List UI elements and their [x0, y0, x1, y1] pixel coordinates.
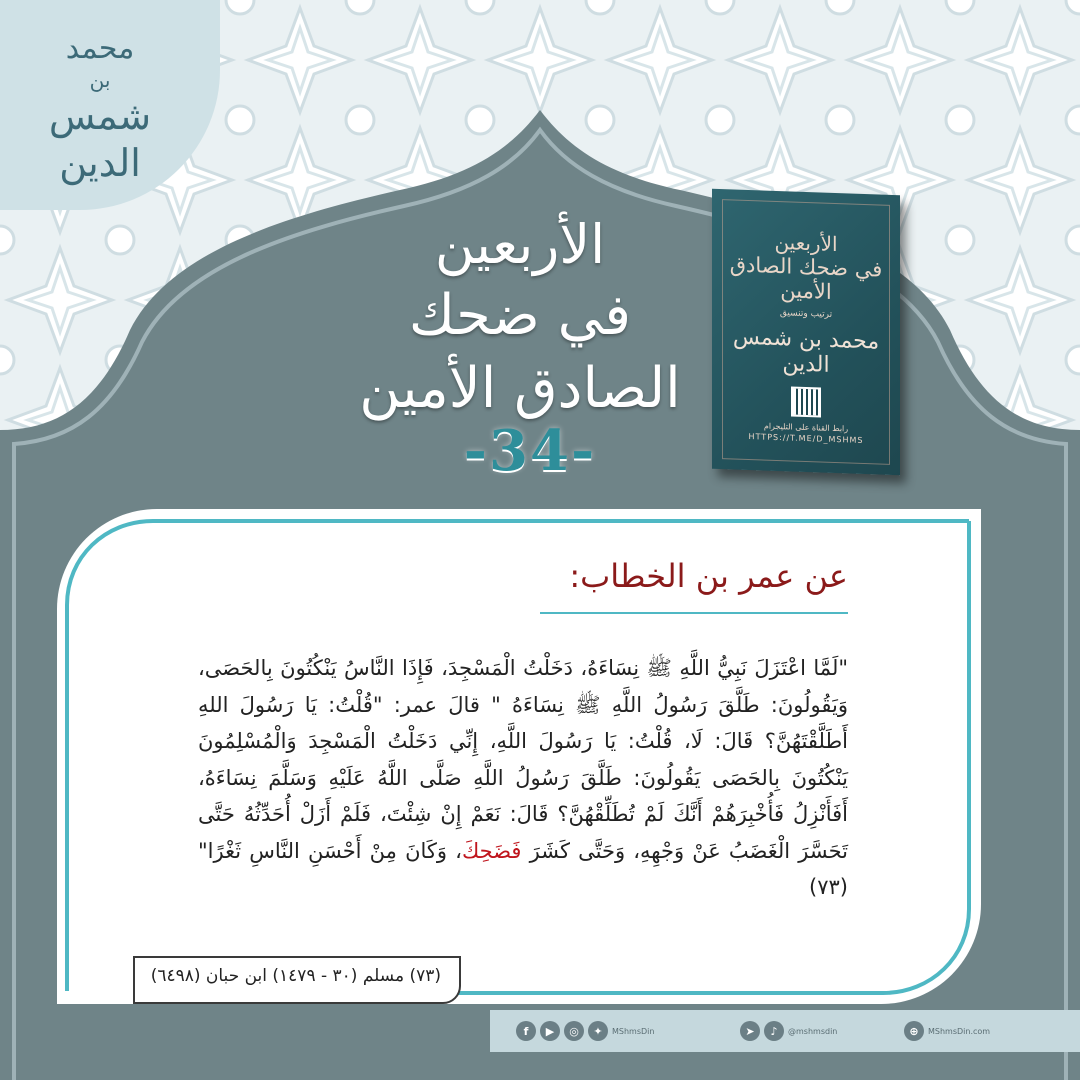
instagram-icon[interactable]: ◎ [564, 1021, 584, 1041]
heading-divider [540, 612, 848, 614]
website-group [904, 1020, 990, 1042]
reference-footnote [133, 956, 461, 1004]
facebook-icon[interactable]: f [516, 1021, 536, 1041]
hadith-text-end: ، وَكَانَ مِنْ أَحْسَنِ النَّاسِ ثَغْرًا"(٧٣) [198, 838, 848, 899]
book-cover-content [722, 199, 890, 465]
page-title [330, 210, 710, 426]
book-author: محمد بن شمس الدين [732, 324, 880, 378]
title-line-1: الأربعين [434, 213, 606, 276]
handle-2[interactable]: @mshmsdin [788, 1026, 838, 1036]
social-group-1 [516, 1020, 654, 1042]
hadith-text-highlight: فَضَحِكَ [461, 838, 522, 863]
logo-line-3: شمس الدين [48, 93, 152, 185]
qr-code-icon [791, 386, 821, 417]
telegram-icon[interactable]: ➤ [740, 1021, 760, 1041]
youtube-icon[interactable]: ▶ [540, 1021, 560, 1041]
book-subtitle: ترتيب وتنسيق [779, 308, 833, 320]
book-title-1: الأربعين [774, 229, 838, 257]
brand-logo [20, 30, 180, 188]
book-url: HTTPS://T.ME/D_MSHMS [748, 431, 864, 446]
social-group-2 [740, 1020, 837, 1042]
logo-line-1: محمد [65, 31, 135, 66]
hadith-text [198, 650, 848, 906]
book-title-2: في ضحك الصادق الأمين [729, 252, 883, 304]
website-link[interactable]: MShmsDin.com [928, 1026, 991, 1036]
book-link-label: رابط القناة على التليجرام [763, 421, 849, 434]
twitter-icon[interactable]: ✦ [588, 1021, 608, 1041]
title-line-2: في ضحك الصادق الأمين [359, 283, 681, 421]
globe-icon[interactable]: ⊕ [904, 1021, 924, 1041]
tiktok-icon[interactable]: ♪ [764, 1021, 784, 1041]
hadith-narrator-heading: عن عمر بن الخطاب: [569, 557, 848, 595]
handle-1[interactable]: MShmsDin [612, 1026, 655, 1036]
logo-line-2: بن [89, 67, 111, 92]
hadith-text-main: "لَمَّا اعْتَزَلَ نَبِيُّ اللَّهِ ﷺ نِسَاءَهُ، دَخَلْتُ الْمَسْجِدَ، فَإِذَا النَّاسُ يَنْكُتُونَ بِالحَصَى، وَيَقُولُونَ: طَلَّقَ رَسُولُ اللَّهِ ﷺ نِسَاءَهُ " قالَ عمر: "قُلْتُ: يَا رَسُولَ اللهِ أَطَلَّقْتَهُنَّ؟ قَالَ: لَا، قُلْتُ: يَا رَسُولَ اللَّهِ، إِنِّي دَخَلْتُ الْمَسْجِدَ وَالْمُسْلِمُونَ يَنْكُتُونَ بِالحَصَى يَقُولُونَ: طَلَّقَ رَسُولُ اللَّهِ صَلَّى اللَّهُ عَلَيْهِ وَسَلَّمَ نِسَاءَهُ، أَفَأَنْزِلُ فَأُخْبِرَهُمْ أَنَّكَ لَمْ تُطَلِّقْهُنَّ؟ قَالَ: نَعَمْ إِنْ شِئْتَ، فَلَمْ أَزَلْ أُحَدِّثُهُ حَتَّى تَحَسَّرَ الْغَضَبُ عَنْ وَجْهِهِ، وَحَتَّى كَشَرَ [198, 656, 848, 863]
reference-text: (٧٣) مسلم (٣٠ - ١٤٧٩) ابن حبان (٦٤٩٨) [150, 966, 441, 986]
book-cover [712, 189, 900, 476]
hadith-number: -34- [463, 418, 597, 484]
